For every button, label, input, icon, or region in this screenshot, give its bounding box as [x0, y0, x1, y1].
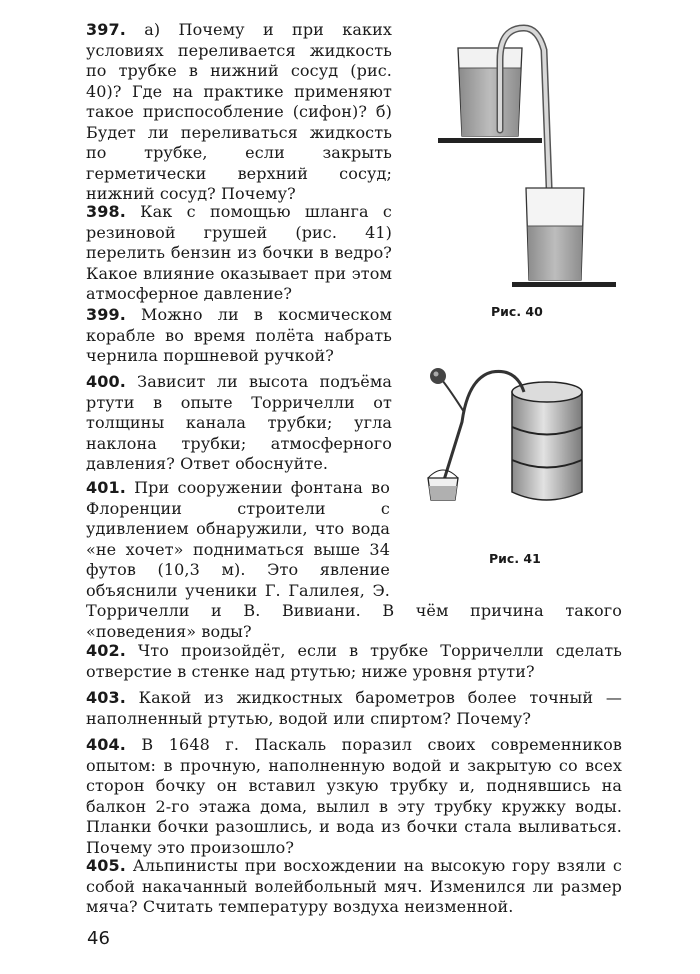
- problem-404: [86, 735, 622, 858]
- problem-number: 403.: [86, 688, 126, 707]
- problem-text: При сооружении фонтана во Флоренции строители с удивлением обнаружили, что вода «не хочет» подниматься выше 34 футов (10,3 м). Это явление объяснили ученики Г. Галилея, Э. Торричелли и В. Вивиани. В чём причина такого «поведения» воды?: [86, 478, 622, 641]
- problem-number: 401.: [86, 478, 126, 497]
- problem-405: [86, 856, 622, 918]
- problem-text: Зависит ли высота подъёма ртути в опыте Торричелли от толщины канала трубки; угла наклона трубки; атмосферного давления? Ответ обоснуйте.: [86, 372, 392, 473]
- problem-text: Что произойдёт, если в трубке Торричелли сделать отверстие в стенке над ртутью; ниже уровня ртути?: [86, 641, 622, 681]
- page-number: 46: [87, 928, 110, 949]
- problem-400: [86, 372, 392, 475]
- problem-number: 398.: [86, 202, 126, 221]
- problem-399: [86, 305, 392, 367]
- figure-41-caption: Рис. 41: [489, 551, 541, 566]
- figure-40-siphon: [438, 20, 618, 300]
- problem-text: Можно ли в космическом корабле во время полёта набрать чернила поршневой ручкой?: [86, 305, 392, 365]
- problem-text: В 1648 г. Паскаль поразил своих современников опытом: в прочную, наполненную водой и закрытую со всех сторон бочку он вставил узкую трубку и, поднявшись на балкон 2-го этажа дома, вылил в эту трубку кружку воды. Планки бочки разошлись, и вода из бочки стала выливаться. Почему это произошло?: [86, 735, 622, 857]
- problem-number: 402.: [86, 641, 126, 660]
- problem-text: Как с помощью шланга с резиновой грушей (рис. 41) перелить бензин из бочки в ведро? Какое влияние оказывает при этом атмосферное давление?: [86, 202, 392, 303]
- problem-number: 405.: [86, 856, 126, 875]
- problem-text: а) Почему и при каких условиях переливается жидкость по трубке в нижний сосуд (рис. 40)? Где на практике применяют такое приспособление (сифон)? б) Будет ли переливаться жидкость по трубке, если закрыть герметически верхний сосуд; нижний сосуд? Почему?: [86, 20, 392, 203]
- figure-40-caption: Рис. 40: [491, 304, 543, 319]
- problem-text: Какой из жидкостных барометров более точный — наполненный ртутью, водой или спиртом? Почему?: [86, 688, 622, 728]
- figure-41-barrel: [420, 362, 620, 522]
- problem-403: [86, 688, 622, 729]
- problem-number: 397.: [86, 20, 126, 39]
- problem-398: [86, 202, 392, 305]
- problem-number: 404.: [86, 735, 126, 754]
- problem-397: [86, 20, 392, 205]
- problem-402: [86, 641, 622, 682]
- problem-number: 400.: [86, 372, 126, 391]
- problem-text: Альпинисты при восхождении на высокую гору взяли с собой накачанный волейбольный мяч. Изменился ли размер мяча? Считать температуру воздуха неизменной.: [86, 856, 622, 916]
- problem-number: 399.: [86, 305, 126, 324]
